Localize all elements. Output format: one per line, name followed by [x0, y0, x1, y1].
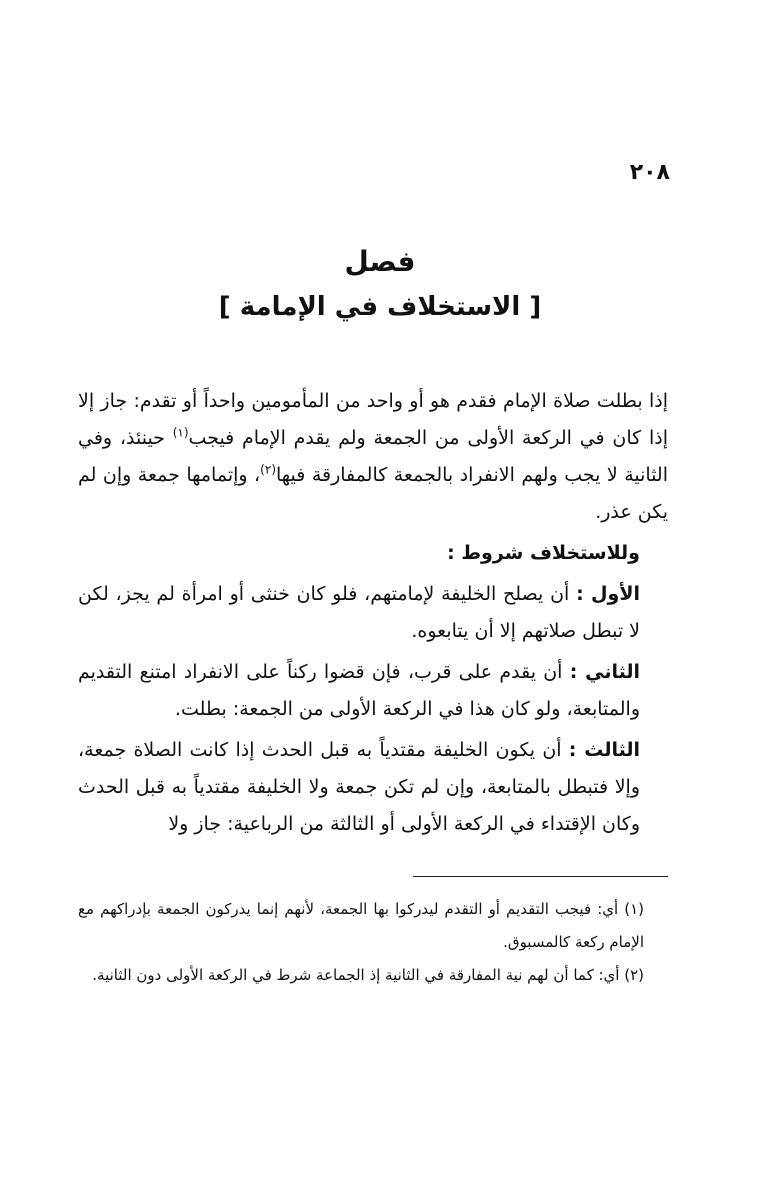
condition-text-3: أن يكون الخليفة مقتدياً به قبل الحدث إذا كانت الصلاة جمعة، وإلا فتبطل بالمتابعة، وإن لم تكن جمعة ولا الخليفة مقتدياً به قبل الحدث وكان الإقتداء في الركعة الأولى أو الثالثة من الرباعية: جاز ولا [78, 739, 640, 835]
footnote-separator [413, 876, 668, 877]
page-number: ٢٠٨ [629, 160, 670, 185]
footnotes [78, 893, 668, 992]
footnote-2: (٢) أي: كما أن لهم نية المفارقة في الثانية إذ الجماعة شرط في الركعة الأولى دون الثانية. [92, 966, 644, 984]
condition-lead-3: الثالث : [568, 739, 640, 761]
footnote-ref-2[interactable]: (٢) [260, 462, 276, 477]
condition-paragraph-2 [78, 654, 668, 728]
condition-paragraph-1 [78, 576, 668, 650]
footnote-1: (١) أي: فيجب التقديم أو التقدم ليدركوا بها الجمعة، لأنهم إنما يدركون الجمعة بإدراكهم مع الإمام ركعة كالمسبوق. [78, 900, 644, 951]
condition-paragraph-3 [78, 732, 668, 843]
intro-text-part2: حينئذ، وفي الثانية لا يجب ولهم الانفراد بالجمعة كالمفارقة فيها [78, 427, 668, 486]
body-text [78, 383, 668, 847]
section-subheading: [ الاستخلاف في الإمامة ] [218, 292, 542, 322]
intro-text-part1: إذا بطلت صلاة الإمام فقدم هو أو واحد من المأمومين واحداً أو تقدم: جاز إلا إذا كان في الركعة الأولى من الجمعة ولم يقدم الإمام فيجب [78, 390, 668, 449]
intro-text-part3: ، وإتمامها جمعة وإن لم يكن عذر. [78, 464, 668, 523]
conditions-title-paragraph [78, 535, 668, 572]
condition-text-1: أن يصلح الخليفة لإمامتهم، فلو كان خنثى أو امرأة لم يجز، لكن لا تبطل صلاتهم إلا أن يتابعوه. [78, 583, 640, 642]
conditions-title: وللاستخلاف شروط : [447, 542, 640, 564]
condition-text-2: أن يقدم على قرب، فإن قضوا ركناً على الانفراد امتنع التقديم والمتابعة، ولو كان هذا في الركعة الأولى من الجمعة: بطلت. [78, 661, 640, 720]
section-heading: فصل [344, 245, 416, 278]
condition-lead-1: الأول : [576, 583, 641, 605]
footnote-ref-1[interactable]: (١) [172, 425, 189, 440]
intro-paragraph [78, 383, 668, 531]
condition-lead-2: الثاني : [569, 661, 640, 683]
